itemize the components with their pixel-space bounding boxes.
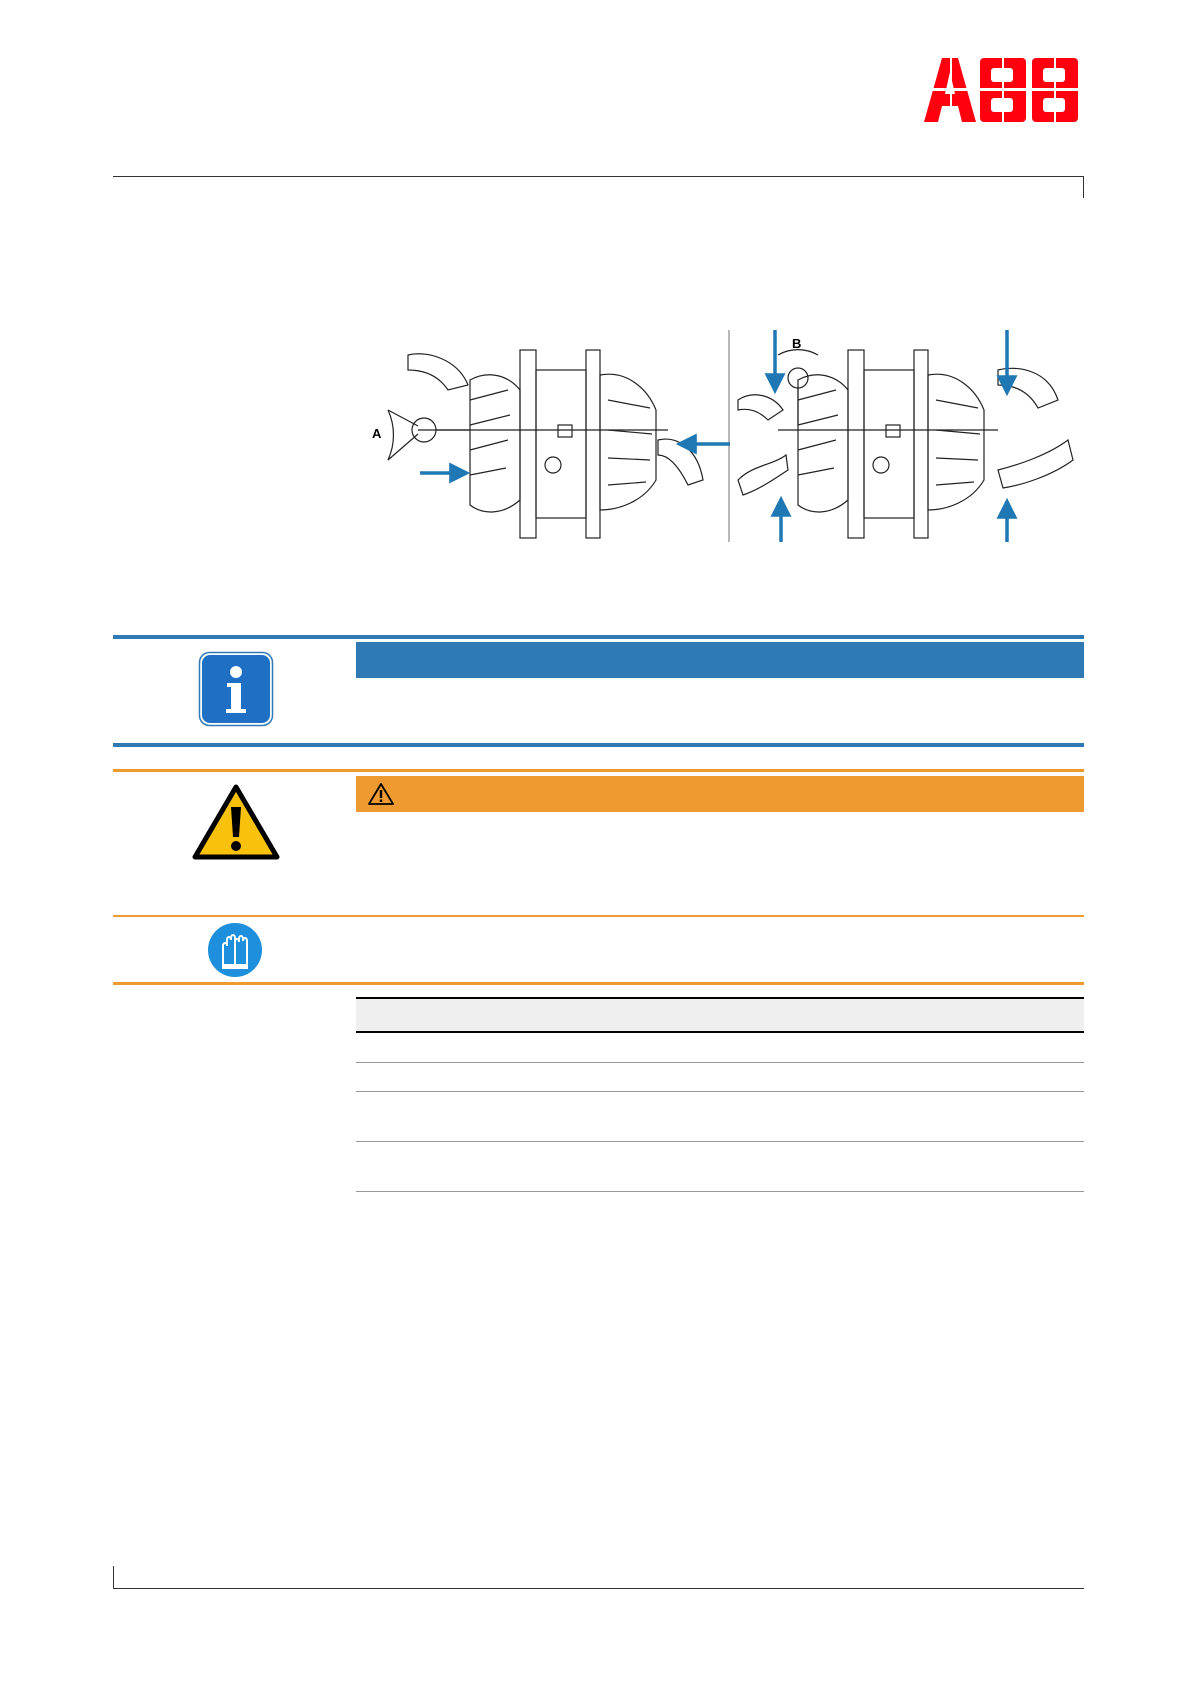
table-cell xyxy=(356,1142,1084,1192)
footer-rule-tick xyxy=(113,1566,114,1588)
table-cell xyxy=(356,1032,1084,1063)
info-notice-header xyxy=(356,642,1084,678)
protective-gloves-icon xyxy=(207,922,263,978)
warning-notice-header xyxy=(356,776,1084,812)
header-rule xyxy=(113,176,1084,177)
abb-logo xyxy=(924,58,1084,122)
table-row xyxy=(356,1092,1084,1142)
header-rule-tick xyxy=(1083,176,1084,198)
table-cell xyxy=(356,1063,1084,1092)
warning-notice-top-rule xyxy=(113,769,1084,772)
info-notice-bottom-rule xyxy=(113,743,1084,747)
table-header-row xyxy=(356,998,1084,1032)
info-notice-top-rule xyxy=(113,635,1084,639)
clearance-measurement-figure xyxy=(358,330,1084,542)
info-icon xyxy=(198,651,274,727)
footer-rule xyxy=(113,1588,1084,1589)
table-row xyxy=(356,1063,1084,1092)
warning-notice-bottom-rule xyxy=(113,982,1084,985)
measurement-table xyxy=(356,997,1084,1192)
table-row xyxy=(356,1032,1084,1063)
label-a: A xyxy=(372,426,382,441)
table-row xyxy=(356,1142,1084,1192)
warning-triangle-icon xyxy=(191,783,281,861)
table-cell xyxy=(356,1092,1084,1142)
warning-notice-divider xyxy=(113,915,1084,917)
table-header-cell xyxy=(356,998,1084,1032)
warning-small-icon xyxy=(367,782,395,806)
label-b: B xyxy=(792,336,802,351)
